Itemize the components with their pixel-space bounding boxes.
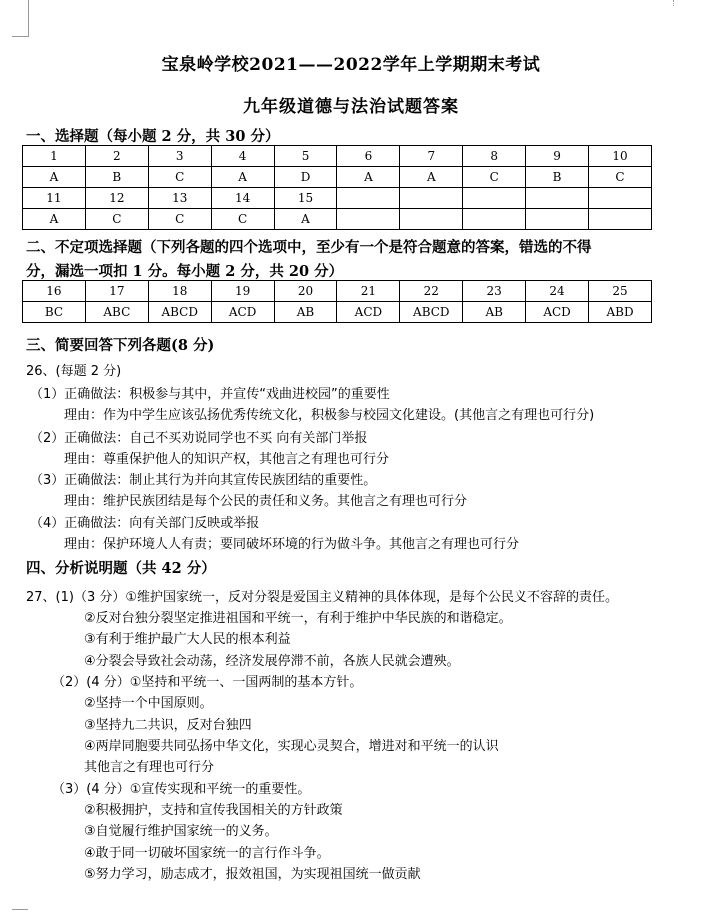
answer-line: ③坚持九二共识，反对台独四 xyxy=(84,718,252,733)
answer-line: 其他言之有理也可行分 xyxy=(84,760,215,775)
answer-line: ⑤努力学习，励志成才，报效祖国，为实现祖国统一做贡献 xyxy=(84,867,421,882)
table-cell: A xyxy=(23,167,86,188)
table-cell: 6 xyxy=(337,146,400,167)
page-corner-mark-top-right xyxy=(673,0,690,6)
answer-line: ②坚持一个中国原则。 xyxy=(84,696,213,711)
table-cell: ABD xyxy=(589,302,652,323)
table-cell: 7 xyxy=(400,146,463,167)
table-row xyxy=(23,188,652,209)
table-cell: 24 xyxy=(526,281,589,302)
answer-line: 理由：作为中学生应该弘扬优秀传统文化，积极参与校园文化建设。(其他言之有理也可行分) xyxy=(64,408,595,423)
table-cell: ABCD xyxy=(148,302,211,323)
answer-line: （1）正确做法：积极参与其中，并宣传“戏曲进校园”的重要性 xyxy=(30,387,390,402)
answer-line: 理由：保护环境人人有责；要同破坏环境的行为做斗争。其他言之有理也可行分 xyxy=(64,537,520,552)
table-cell xyxy=(400,188,463,209)
question-26-header: 26、(每题 2 分) xyxy=(26,364,122,379)
section1-answer-table xyxy=(22,145,652,230)
table-cell: ABCD xyxy=(400,302,463,323)
table-cell: 17 xyxy=(85,281,148,302)
table-cell: 19 xyxy=(211,281,274,302)
answer-line: 理由：尊重保护他人的知识产权，其他言之有理也可行分 xyxy=(64,452,390,467)
table-cell: 23 xyxy=(463,281,526,302)
table-cell: 11 xyxy=(23,188,86,209)
table-cell: 16 xyxy=(23,281,86,302)
table-cell: ACD xyxy=(337,302,400,323)
table-cell xyxy=(526,209,589,230)
table-cell: 21 xyxy=(337,281,400,302)
answer-line: （2）(4 分）①坚持和平统一、一国两制的基本方针。 xyxy=(52,675,363,690)
table-cell: ACD xyxy=(526,302,589,323)
answer-line: （3）(4 分）①宣传实现和平统一的重要性。 xyxy=(52,782,311,797)
document-title: 宝泉岭学校2021——2022学年上学期期末考试 xyxy=(161,55,541,75)
page-corner-mark-top-left xyxy=(12,0,29,37)
table-cell: ABC xyxy=(85,302,148,323)
table-cell: 9 xyxy=(526,146,589,167)
table-cell: 10 xyxy=(589,146,652,167)
table-cell: C xyxy=(85,209,148,230)
answer-line: ②反对台独分裂坚定推进祖国和平统一，有利于维护中华民族的和谐稳定。 xyxy=(84,611,512,626)
table-cell: 15 xyxy=(274,188,337,209)
table-cell xyxy=(463,188,526,209)
section2-heading-line2: 分，漏选一项扣 1 分。每小题 2 分，共 20 分） xyxy=(26,263,344,280)
table-row xyxy=(23,209,652,230)
table-cell xyxy=(463,209,526,230)
table-cell xyxy=(337,188,400,209)
table-row xyxy=(23,302,652,323)
table-cell: 18 xyxy=(148,281,211,302)
table-cell: A xyxy=(337,167,400,188)
section1-heading: 一、选择题（每小题 2 分，共 30 分） xyxy=(26,128,280,145)
answer-line: ④分裂会导致社会动荡，经济发展停滞不前，各族人民就会遭殃。 xyxy=(84,654,460,669)
table-cell: 20 xyxy=(274,281,337,302)
answer-line: 27、(1)（3 分）①维护国家统一，反对分裂是爱国主义精神的具体体现，是每个公民义不容辞的责任。 xyxy=(26,590,619,605)
table-cell: B xyxy=(526,167,589,188)
table-cell xyxy=(589,209,652,230)
table-cell: C xyxy=(463,167,526,188)
answer-line: 理由：维护民族团结是每个公民的责任和义务。其他言之有理也可行分 xyxy=(64,494,468,509)
table-cell: 3 xyxy=(148,146,211,167)
table-cell xyxy=(337,209,400,230)
table-cell: C xyxy=(589,167,652,188)
answer-line: （4）正确做法：向有关部门反映或举报 xyxy=(30,516,260,531)
table-cell: B xyxy=(85,167,148,188)
table-cell: ACD xyxy=(211,302,274,323)
table-cell: 1 xyxy=(23,146,86,167)
answer-line: ③自觉履行维护国家统一的义务。 xyxy=(84,824,278,839)
table-cell: 8 xyxy=(463,146,526,167)
table-cell: 4 xyxy=(211,146,274,167)
table-cell: C xyxy=(211,209,274,230)
table-cell: D xyxy=(274,167,337,188)
answer-line: ③有利于维护最广大人民的根本利益 xyxy=(84,632,291,647)
table-cell: 13 xyxy=(148,188,211,209)
table-cell xyxy=(589,188,652,209)
table-row xyxy=(23,167,652,188)
table-cell: C xyxy=(148,167,211,188)
table-cell: 5 xyxy=(274,146,337,167)
table-cell: 25 xyxy=(589,281,652,302)
table-cell: A xyxy=(211,167,274,188)
table-cell: BC xyxy=(23,302,86,323)
table-cell xyxy=(526,188,589,209)
table-cell: A xyxy=(400,167,463,188)
answer-line: ②积极拥护，支持和宣传我国相关的方针政策 xyxy=(84,803,343,818)
document-subtitle: 九年级道德与法治试题答案 xyxy=(243,97,459,117)
table-cell: AB xyxy=(274,302,337,323)
table-cell: 22 xyxy=(400,281,463,302)
table-cell: A xyxy=(274,209,337,230)
answer-line: （3）正确做法：制止其行为并向其宣传民族团结的重要性。 xyxy=(30,473,377,488)
table-cell: A xyxy=(23,209,86,230)
section2-answer-table xyxy=(22,280,652,323)
table-cell: 12 xyxy=(85,188,148,209)
page-corner-mark-bottom-left xyxy=(12,909,28,920)
answer-line: （2）正确做法：自己不买劝说同学也不买 向有关部门举报 xyxy=(30,431,368,446)
section4-heading: 四、分析说明题（共 42 分） xyxy=(26,560,216,577)
answer-line: ④敢于同一切破坏国家统一的言行作斗争。 xyxy=(84,846,330,861)
section3-heading: 三、简要回答下列各题(8 分) xyxy=(26,337,215,354)
table-row xyxy=(23,281,652,302)
answer-line: ④两岸同胞要共同弘扬中华文化，实现心灵契合，增进对和平统一的认识 xyxy=(84,739,499,754)
table-row xyxy=(23,146,652,167)
table-cell: AB xyxy=(463,302,526,323)
table-cell xyxy=(400,209,463,230)
table-cell: C xyxy=(148,209,211,230)
table-cell: 14 xyxy=(211,188,274,209)
section2-heading-line1: 二、不定项选择题（下列各题的四个选项中，至少有一个是符合题意的答案，错选的不得 xyxy=(26,239,592,256)
table-cell: 2 xyxy=(85,146,148,167)
